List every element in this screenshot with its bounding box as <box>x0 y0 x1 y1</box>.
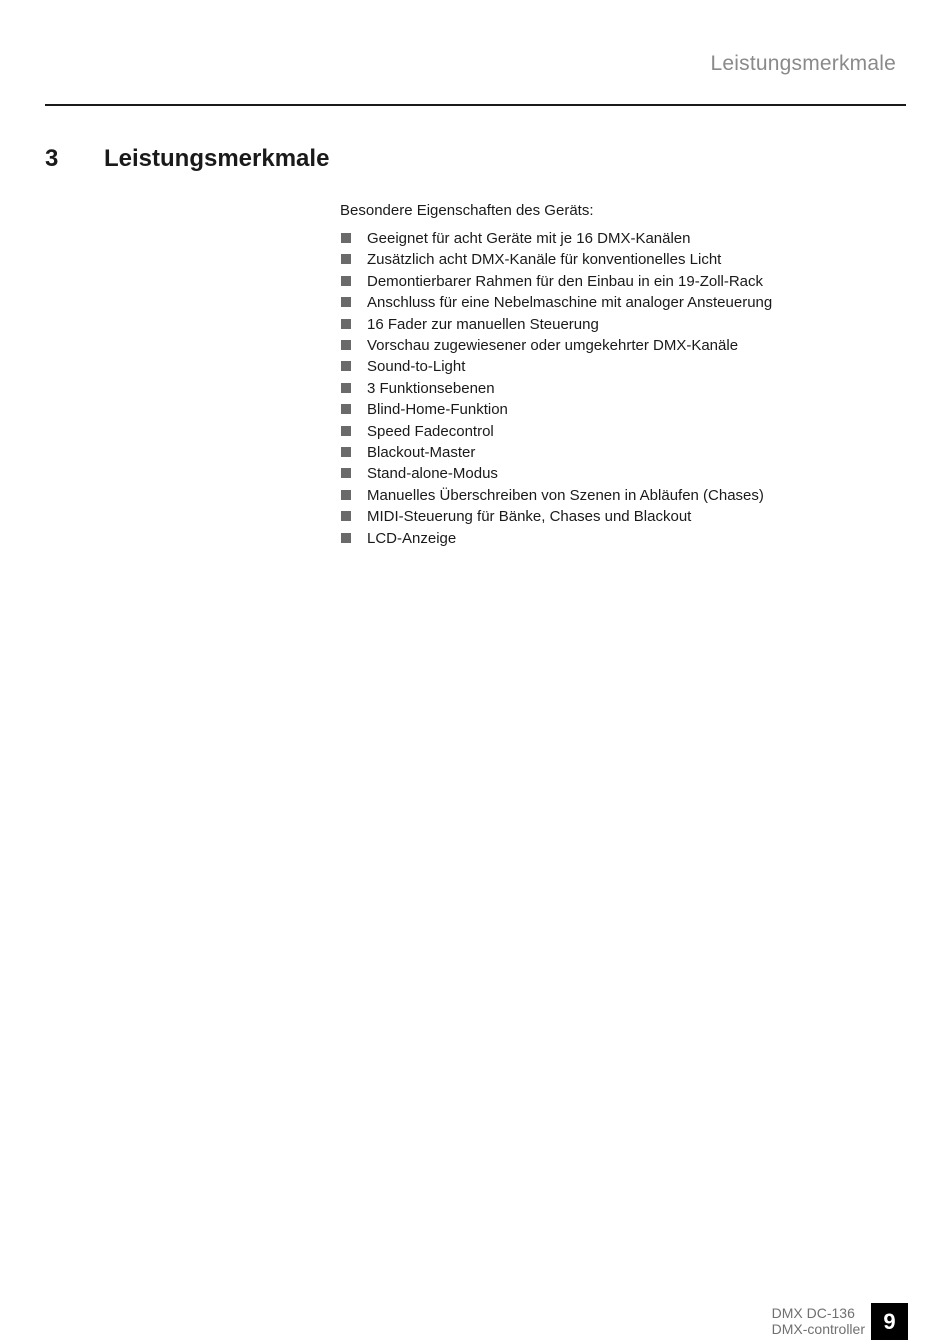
list-item-label: LCD-Anzeige <box>367 529 457 547</box>
list-item-label: Stand-alone-Modus <box>367 465 498 483</box>
list-item-label: Zusätzlich acht DMX-Kanäle für konventionelles Licht <box>367 251 722 269</box>
header-rule <box>45 104 906 106</box>
footer-product: DMX-controller <box>771 1321 865 1337</box>
page-footer <box>772 1305 865 1337</box>
square-bullet-icon <box>341 383 351 393</box>
list-item-label: Blind-Home-Funktion <box>367 401 508 419</box>
list-item-label: Blackout-Master <box>367 444 476 462</box>
square-bullet-icon <box>341 254 351 264</box>
intro-text: Besondere Eigenschaften des Geräts: <box>340 202 594 219</box>
square-bullet-icon <box>341 468 351 478</box>
list-item <box>340 463 900 484</box>
list-item-label: MIDI-Steuerung für Bänke, Chases und Blackout <box>367 508 692 526</box>
main-content <box>340 200 900 549</box>
chapter-number: 3 <box>45 145 59 172</box>
list-item <box>340 249 900 270</box>
list-item <box>340 378 900 399</box>
running-header: Leistungsmerkmale <box>710 52 896 75</box>
page-number: 9 <box>871 1303 908 1340</box>
list-item <box>340 292 900 313</box>
square-bullet-icon <box>341 490 351 500</box>
list-item-label: 3 Funktionsebenen <box>367 379 495 397</box>
list-item-label: Geeignet für acht Geräte mit je 16 DMX-Kanälen <box>367 230 691 247</box>
list-item <box>340 399 900 420</box>
list-item-label: Vorschau zugewiesener oder umgekehrter DMX-Kanäle <box>367 337 739 355</box>
list-item <box>340 485 900 506</box>
list-item-label: Speed Fadecontrol <box>367 422 494 440</box>
list-item <box>340 528 900 549</box>
chapter-title: Leistungsmerkmale <box>104 145 330 172</box>
square-bullet-icon <box>341 404 351 414</box>
feature-list <box>340 228 900 549</box>
square-bullet-icon <box>341 276 351 286</box>
list-item <box>340 356 900 377</box>
list-item-label: Anschluss für eine Nebelmaschine mit analoger Ansteuerung <box>367 294 773 312</box>
list-item <box>340 271 900 292</box>
square-bullet-icon <box>341 340 351 350</box>
list-item <box>340 421 900 442</box>
list-item <box>340 314 900 335</box>
list-item-label: Sound-to-Light <box>367 358 466 376</box>
list-item-label: Demontierbarer Rahmen für den Einbau in ein 19-Zoll-Rack <box>367 272 764 290</box>
footer-model: DMX DC-136 <box>771 1305 855 1321</box>
list-item-label: Manuelles Überschreiben von Szenen in Abläufen (Chases) <box>367 486 764 504</box>
list-item-label: 16 Fader zur manuellen Steuerung <box>367 315 599 333</box>
square-bullet-icon <box>341 361 351 371</box>
list-item <box>340 442 900 463</box>
list-item <box>340 506 900 527</box>
square-bullet-icon <box>341 533 351 543</box>
square-bullet-icon <box>341 319 351 329</box>
square-bullet-icon <box>341 511 351 521</box>
list-item <box>340 335 900 356</box>
square-bullet-icon <box>341 426 351 436</box>
square-bullet-icon <box>341 447 351 457</box>
list-item <box>340 228 900 249</box>
square-bullet-icon <box>341 297 351 307</box>
square-bullet-icon <box>341 233 351 243</box>
